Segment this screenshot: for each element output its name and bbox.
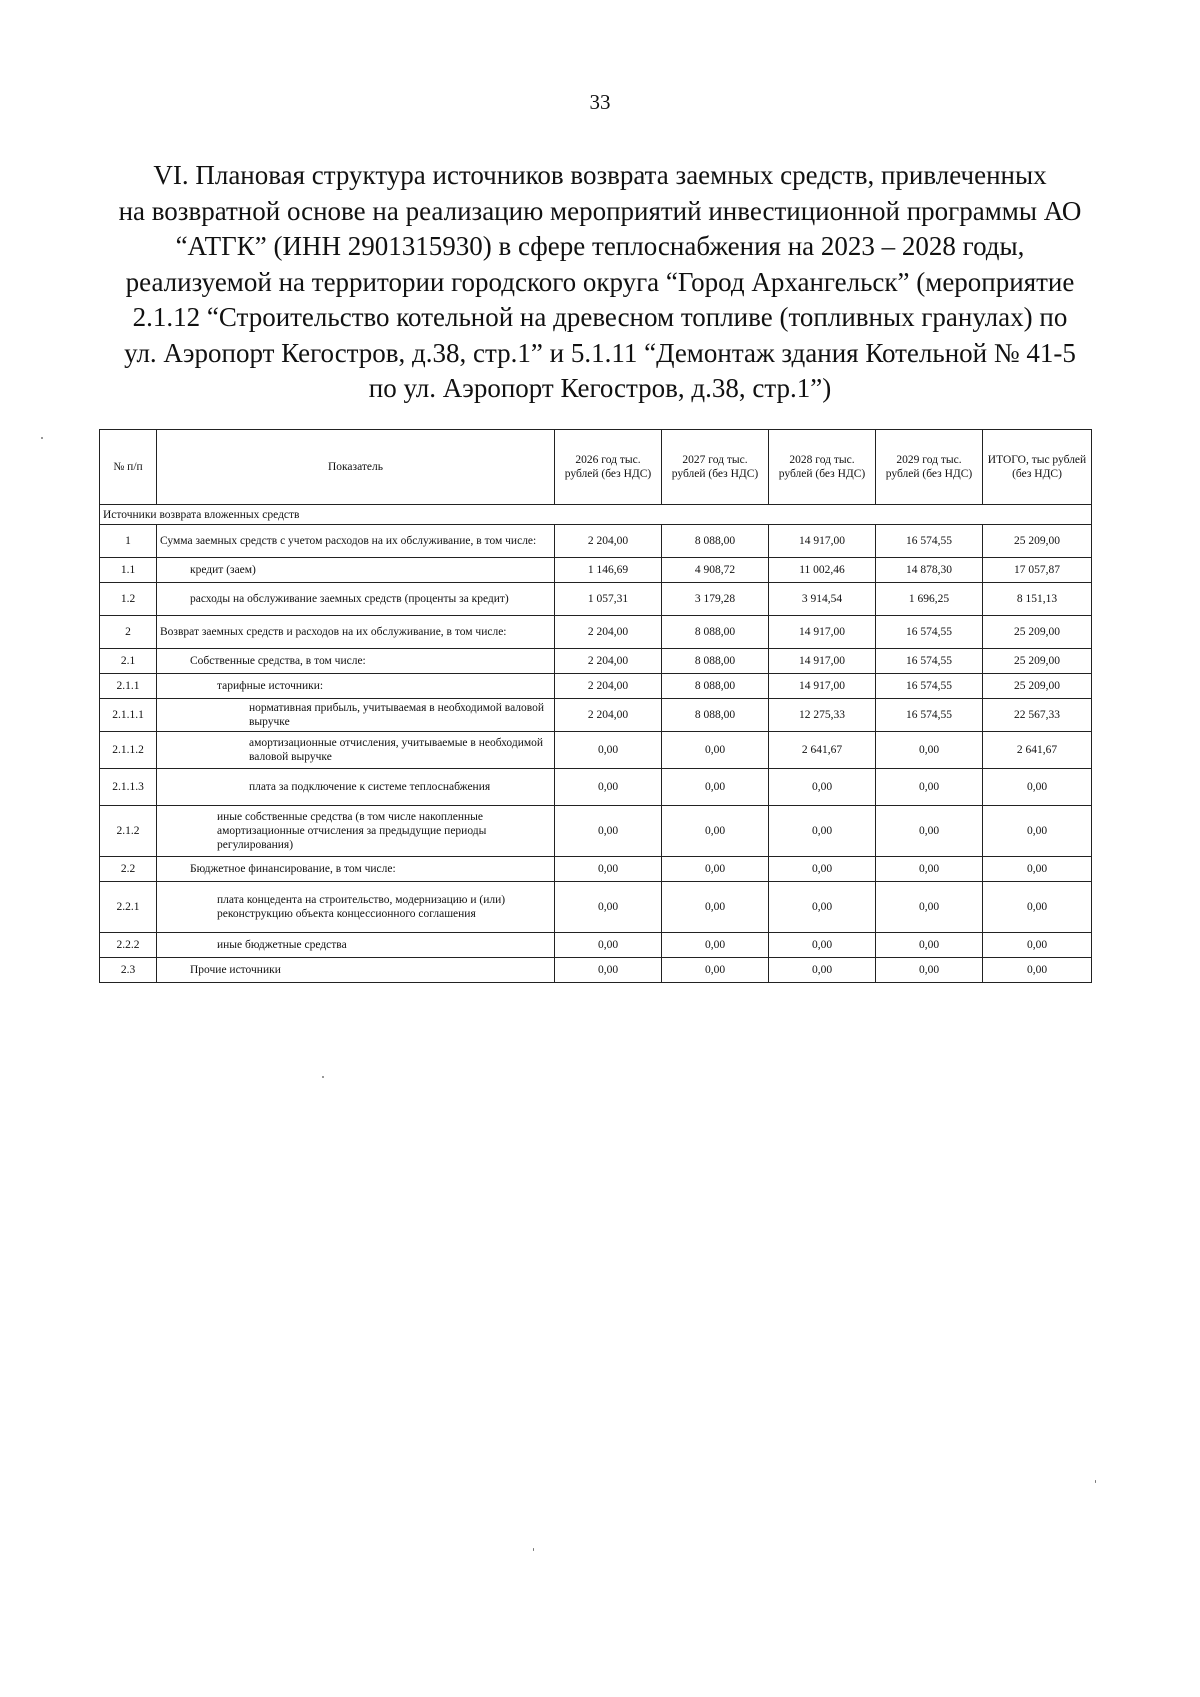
value-2029: 0,00 <box>876 806 983 857</box>
scan-speck <box>41 437 43 439</box>
value-2027: 8 088,00 <box>662 649 769 674</box>
row-num: 2.1.1.3 <box>100 769 157 806</box>
value-total: 22 567,33 <box>983 699 1092 732</box>
value-2026: 0,00 <box>555 933 662 958</box>
value-2028: 0,00 <box>769 933 876 958</box>
table-row <box>100 699 1092 732</box>
header-total: ИТОГО, тыс рублей (без НДС) <box>983 430 1092 505</box>
value-2028: 0,00 <box>769 769 876 806</box>
sources-table <box>99 429 1092 983</box>
value-2028: 14 917,00 <box>769 616 876 649</box>
value-2027: 0,00 <box>662 882 769 933</box>
value-total: 0,00 <box>983 882 1092 933</box>
row-label: расходы на обслуживание заемных средств (проценты за кредит) <box>157 583 555 616</box>
value-2026: 0,00 <box>555 882 662 933</box>
row-label: Прочие источники <box>157 958 555 983</box>
value-total: 25 209,00 <box>983 525 1092 558</box>
value-total: 0,00 <box>983 958 1092 983</box>
value-2026: 0,00 <box>555 857 662 882</box>
row-num: 2 <box>100 616 157 649</box>
value-2028: 12 275,33 <box>769 699 876 732</box>
value-2026: 2 204,00 <box>555 674 662 699</box>
page-title <box>90 158 1110 407</box>
title-line: на возвратной основе на реализацию мероприятий инвестиционной программы АО <box>118 195 1082 226</box>
header-2028: 2028 год тыс. рублей (без НДС) <box>769 430 876 505</box>
header-2029: 2029 год тыс. рублей (без НДС) <box>876 430 983 505</box>
value-2026: 0,00 <box>555 958 662 983</box>
row-num: 2.1 <box>100 649 157 674</box>
value-2027: 8 088,00 <box>662 699 769 732</box>
row-num: 2.1.1.1 <box>100 699 157 732</box>
value-2027: 0,00 <box>662 732 769 769</box>
value-total: 8 151,13 <box>983 583 1092 616</box>
row-label: плата за подключение к системе теплоснабжения <box>157 769 555 806</box>
value-2029: 0,00 <box>876 857 983 882</box>
value-2028: 14 917,00 <box>769 525 876 558</box>
scan-speck <box>1095 1480 1096 1483</box>
row-num: 1 <box>100 525 157 558</box>
table-row <box>100 558 1092 583</box>
value-total: 0,00 <box>983 806 1092 857</box>
value-2029: 16 574,55 <box>876 525 983 558</box>
value-total: 25 209,00 <box>983 649 1092 674</box>
value-2029: 16 574,55 <box>876 674 983 699</box>
value-2028: 14 917,00 <box>769 649 876 674</box>
value-2028: 0,00 <box>769 806 876 857</box>
table-row <box>100 616 1092 649</box>
value-2028: 3 914,54 <box>769 583 876 616</box>
row-label: амортизационные отчисления, учитываемые в необходимой валовой выручке <box>157 732 555 769</box>
value-2029: 0,00 <box>876 958 983 983</box>
value-2027: 4 908,72 <box>662 558 769 583</box>
table-row <box>100 649 1092 674</box>
sources-table-wrapper <box>99 429 1091 983</box>
section-label: Источники возврата вложенных средств <box>100 505 1092 525</box>
value-2027: 0,00 <box>662 857 769 882</box>
value-2026: 2 204,00 <box>555 699 662 732</box>
row-num: 2.2.2 <box>100 933 157 958</box>
value-2027: 0,00 <box>662 769 769 806</box>
value-total: 0,00 <box>983 769 1092 806</box>
scan-speck <box>533 1548 534 1551</box>
value-2026: 2 204,00 <box>555 649 662 674</box>
value-2028: 14 917,00 <box>769 674 876 699</box>
header-indicator: Показатель <box>157 430 555 505</box>
row-label: Возврат заемных средств и расходов на их обслуживание, в том числе: <box>157 616 555 649</box>
table-row <box>100 857 1092 882</box>
value-2027: 8 088,00 <box>662 674 769 699</box>
value-2028: 11 002,46 <box>769 558 876 583</box>
value-2028: 0,00 <box>769 857 876 882</box>
value-total: 0,00 <box>983 857 1092 882</box>
value-2027: 0,00 <box>662 958 769 983</box>
row-num: 2.1.2 <box>100 806 157 857</box>
value-2026: 0,00 <box>555 806 662 857</box>
value-2029: 16 574,55 <box>876 649 983 674</box>
title-line: по ул. Аэропорт Кегостров, д.38, стр.1”) <box>368 373 832 403</box>
value-2029: 16 574,55 <box>876 616 983 649</box>
row-num: 1.2 <box>100 583 157 616</box>
value-2026: 1 057,31 <box>555 583 662 616</box>
row-label: кредит (заем) <box>157 558 555 583</box>
page-number: 33 <box>589 90 611 114</box>
value-2028: 2 641,67 <box>769 732 876 769</box>
value-2029: 0,00 <box>876 732 983 769</box>
row-num: 2.2 <box>100 857 157 882</box>
title-line: VI. Плановая структура источников возврата заемных средств, привлеченных <box>153 160 1047 190</box>
table-row <box>100 882 1092 933</box>
value-2028: 0,00 <box>769 882 876 933</box>
table-row <box>100 806 1092 857</box>
row-num: 2.3 <box>100 958 157 983</box>
value-2027: 0,00 <box>662 933 769 958</box>
row-label: иные собственные средства (в том числе накопленные амортизационные отчисления за предыдущие периоды регулирования) <box>157 806 555 857</box>
row-label: тарифные источники: <box>157 674 555 699</box>
value-total: 25 209,00 <box>983 616 1092 649</box>
row-label: плата концедента на строительство, модернизацию и (или) реконструкцию объекта концессионного соглашения <box>157 882 555 933</box>
table-row <box>100 583 1092 616</box>
table-row <box>100 525 1092 558</box>
title-line: реализуемой на территории городского округа “Город Архангельск” (мероприятие <box>125 266 1075 297</box>
row-num: 1.1 <box>100 558 157 583</box>
header-2026: 2026 год тыс. рублей (без НДС) <box>555 430 662 505</box>
row-num: 2.1.1.2 <box>100 732 157 769</box>
table-row <box>100 933 1092 958</box>
value-2026: 0,00 <box>555 732 662 769</box>
title-line: “АТГК” (ИНН 2901315930) в сфере теплоснабжения на 2023 – 2028 годы, <box>175 231 1025 261</box>
value-2029: 16 574,55 <box>876 699 983 732</box>
value-2029: 0,00 <box>876 769 983 806</box>
row-num: 2.2.1 <box>100 882 157 933</box>
value-2029: 0,00 <box>876 882 983 933</box>
header-num: № п/п <box>100 430 157 505</box>
row-label: нормативная прибыль, учитываемая в необходимой валовой выручке <box>157 699 555 732</box>
value-2026: 1 146,69 <box>555 558 662 583</box>
value-2027: 8 088,00 <box>662 525 769 558</box>
value-total: 0,00 <box>983 933 1092 958</box>
value-total: 25 209,00 <box>983 674 1092 699</box>
value-total: 17 057,87 <box>983 558 1092 583</box>
table-row <box>100 769 1092 806</box>
value-2026: 2 204,00 <box>555 525 662 558</box>
value-2027: 0,00 <box>662 806 769 857</box>
row-label: Сумма заемных средств с учетом расходов на их обслуживание, в том числе: <box>157 525 555 558</box>
title-line: ул. Аэропорт Кегостров, д.38, стр.1” и 5.1.11 “Демонтаж здания Котельной № 41-5 <box>124 337 1076 368</box>
table-header-row <box>100 430 1092 505</box>
row-label: иные бюджетные средства <box>157 933 555 958</box>
value-2026: 0,00 <box>555 769 662 806</box>
row-label: Бюджетное финансирование, в том числе: <box>157 857 555 882</box>
table-row <box>100 958 1092 983</box>
value-2026: 2 204,00 <box>555 616 662 649</box>
section-row <box>100 505 1092 525</box>
table-row <box>100 674 1092 699</box>
header-2027: 2027 год тыс. рублей (без НДС) <box>662 430 769 505</box>
value-2029: 1 696,25 <box>876 583 983 616</box>
value-2029: 0,00 <box>876 933 983 958</box>
table-row <box>100 732 1092 769</box>
scan-speck <box>322 1076 324 1078</box>
value-total: 2 641,67 <box>983 732 1092 769</box>
title-line: 2.1.12 “Строительство котельной на древесном топливе (топливных гранулах) по <box>132 302 1068 332</box>
value-2027: 3 179,28 <box>662 583 769 616</box>
value-2028: 0,00 <box>769 958 876 983</box>
row-label: Собственные средства, в том числе: <box>157 649 555 674</box>
value-2029: 14 878,30 <box>876 558 983 583</box>
row-num: 2.1.1 <box>100 674 157 699</box>
value-2027: 8 088,00 <box>662 616 769 649</box>
